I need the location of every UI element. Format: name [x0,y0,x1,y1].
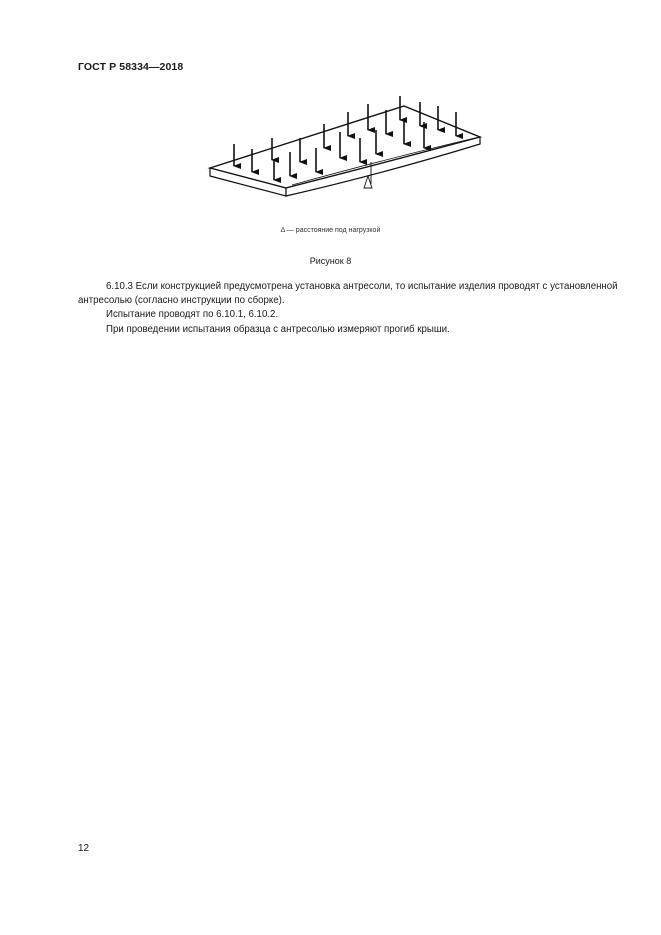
document-header: ГОСТ Р 58334—2018 [78,61,184,73]
page-number: 12 [78,843,90,854]
panel-deflection-diagram [200,92,490,202]
figure-caption: Рисунок 8 [309,256,352,266]
section-6-10-3 [78,280,618,337]
paragraph: Испытание проводят по 6.10.1, 6.10.2. [106,309,279,321]
figure-legend: Δ — расстояние под нагрузкой [280,227,381,234]
figure-8 [200,92,490,202]
paragraph: 6.10.3 Если конструкцией предусмотрена установка антресоли, то испытание изделия проводят с установленной антресолью (согласно инструкции по сборке). [78,281,618,307]
paragraph: При проведении испытания образца с антресолью измеряют прогиб крыши. [106,323,450,335]
